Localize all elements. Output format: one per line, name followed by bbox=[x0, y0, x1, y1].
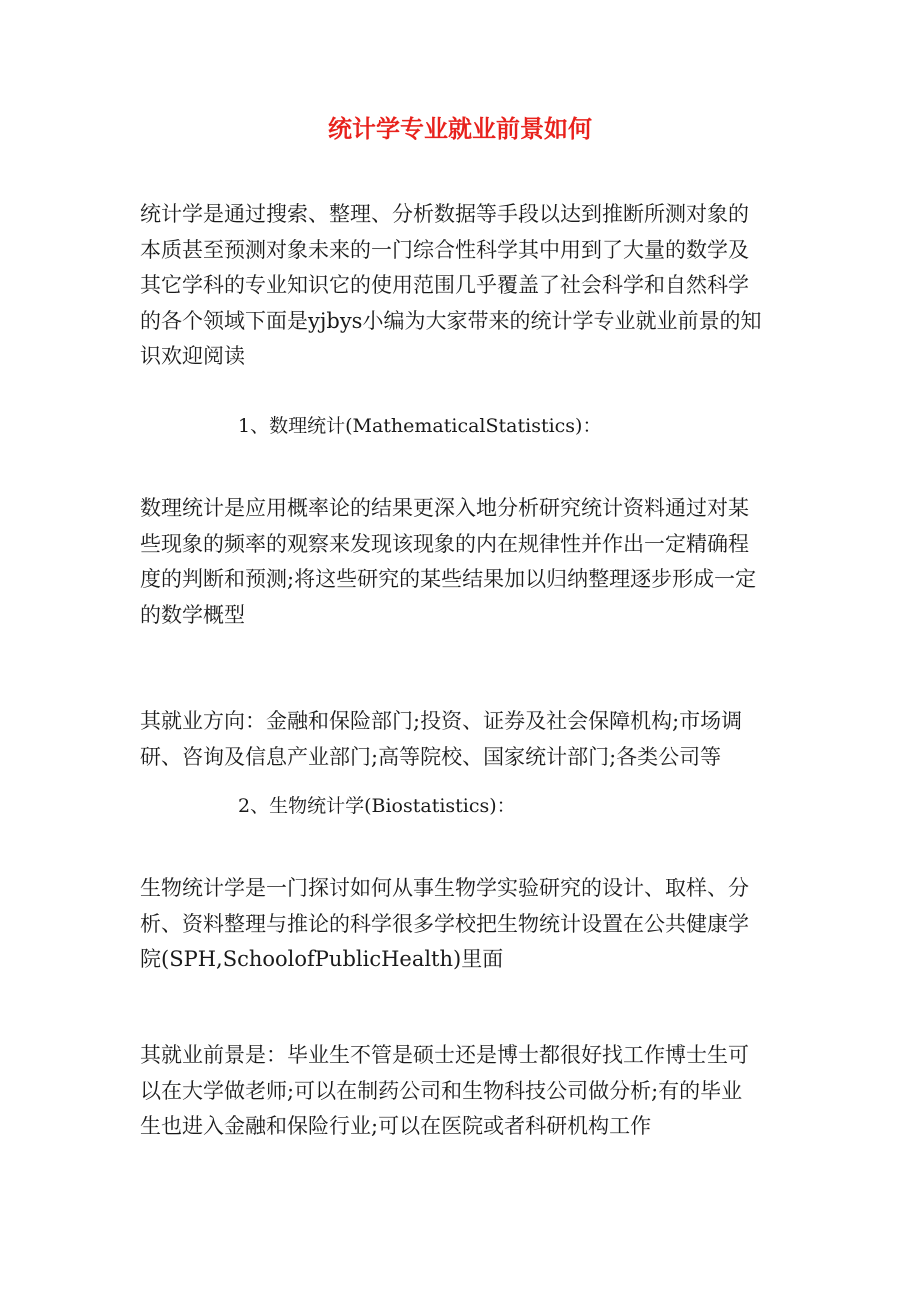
section1-body-paragraph bbox=[140, 491, 790, 633]
career-line: 以在大学做老师;可以在制药公司和生物科技公司做分析;有的毕业 bbox=[140, 1078, 743, 1103]
career-line: 生也进入金融和保险行业;可以在医院或者科研机构工作 bbox=[140, 1114, 652, 1138]
intro-line: 识欢迎阅读 bbox=[140, 344, 245, 368]
section-heading-mathematical-statistics: 1、数理统计(MathematicalStatistics)： bbox=[238, 415, 602, 437]
body-line: 院(SPH,SchoolofPublicHealth)里面 bbox=[140, 947, 504, 971]
intro-line: 本质甚至预测对象未来的一门综合性科学其中用到了大量的数学及 bbox=[140, 237, 749, 262]
page-title: 统计学专业就业前景如何 bbox=[328, 115, 592, 143]
intro-line: 统计学是通过搜索、整理、分析数据等手段以达到推断所测对象的 bbox=[140, 202, 749, 226]
body-line: 的数学概型 bbox=[140, 602, 245, 627]
career-line: 其就业方向：金融和保险部门;投资、证券及社会保障机构;市场调 bbox=[140, 709, 743, 733]
section1-career-paragraph bbox=[140, 704, 790, 775]
intro-paragraph bbox=[140, 197, 790, 375]
body-line: 生物统计学是一门探讨如何从事生物学实验研究的设计、取样、分 bbox=[140, 876, 749, 900]
body-line: 数理统计是应用概率论的结果更深入地分析研究统计资料通过对某 bbox=[140, 496, 749, 520]
body-line: 些现象的频率的观察来发现该现象的内在规律性并作出一定精确程 bbox=[140, 531, 749, 556]
career-line: 其就业前景是：毕业生不管是硕士还是博士都很好找工作博士生可 bbox=[140, 1043, 749, 1067]
section2-career-paragraph bbox=[140, 1038, 790, 1145]
intro-line: 其它学科的专业知识它的使用范围几乎覆盖了社会科学和自然科学 bbox=[140, 273, 749, 297]
intro-line: 的各个领域下面是yjbys小编为大家带来的统计学专业就业前景的知 bbox=[140, 308, 762, 333]
section2-body-paragraph bbox=[140, 871, 790, 978]
career-line: 研、咨询及信息产业部门;高等院校、国家统计部门;各类公司等 bbox=[140, 744, 722, 769]
body-line: 度的判断和预测;将这些研究的某些结果加以归纳整理逐步形成一定 bbox=[140, 567, 757, 591]
section-heading-biostatistics: 2、生物统计学(Biostatistics)： bbox=[238, 795, 516, 817]
body-line: 析、资料整理与推论的科学很多学校把生物统计设置在公共健康学 bbox=[140, 911, 749, 936]
